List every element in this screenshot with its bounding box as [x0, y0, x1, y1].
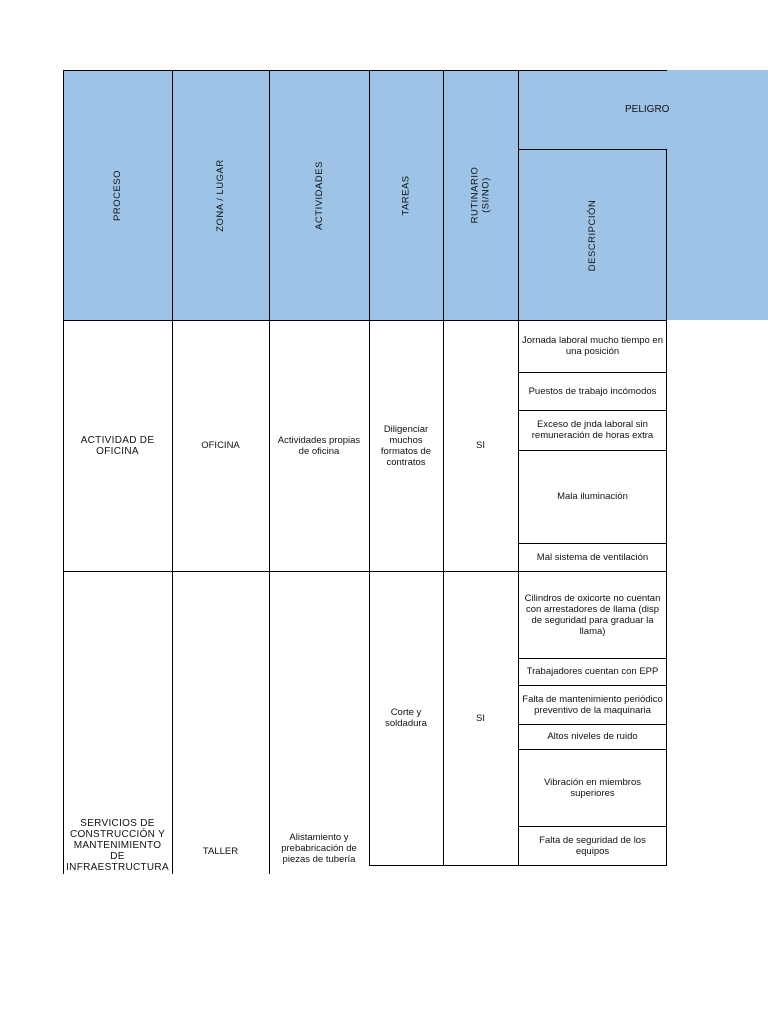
row1-tareas: Diligenciar muchos formatos de contratos: [380, 423, 432, 468]
grid-line: [518, 685, 667, 686]
header-proceso: PROCESO: [111, 169, 123, 221]
grid-line: [443, 70, 444, 865]
grid-line: [518, 70, 519, 865]
header-peligro: PELIGRO: [625, 104, 670, 115]
row1-rutinario: SI: [476, 440, 485, 451]
grid-line: [269, 70, 270, 874]
grid-line: [518, 749, 667, 750]
grid-line: [518, 826, 667, 827]
grid-line: [63, 70, 64, 874]
grid-line: [369, 865, 667, 866]
row1-descripcion-3: Exceso de jnda laboral sin remuneración de horas extra: [531, 419, 654, 441]
row2-descripcion-1: Cilindros de oxicorte no cuentan con arrestadores de llama (disp de seguridad para graduar la llama): [524, 592, 661, 637]
row1-descripcion-4: Mala iluminación: [557, 491, 628, 502]
grid-line: [63, 571, 667, 572]
grid-line: [518, 543, 667, 544]
grid-line: [369, 70, 370, 865]
row2-descripcion-3: Falta de mantenimiento periódico preventivo de la maquinaria: [522, 693, 663, 716]
row2-descripcion-5: Vibración en miembros superiores: [544, 776, 641, 799]
row1-descripcion-5: Mal sistema de ventilación: [536, 551, 649, 563]
grid-line: [63, 320, 667, 321]
row1-actividades: Actividades propias de oficina: [277, 434, 361, 457]
row2-descripcion-4: Altos niveles de ruido: [547, 731, 638, 742]
row1-proceso: ACTIVIDAD DE OFICINA: [80, 434, 155, 457]
grid-line: [518, 410, 667, 411]
row2-rutinario: SI: [476, 712, 485, 724]
row1-descripcion-1: Jornada laboral mucho tiempo en una posición: [522, 335, 664, 357]
row1-zona: OFICINA: [201, 440, 240, 451]
row2-tareas: Corte y soldadura: [385, 707, 427, 729]
row2-zona: TALLER: [202, 845, 239, 857]
header-rutinario: RUTINARIO (SI/NO): [469, 166, 492, 224]
grid-line: [63, 70, 667, 71]
header-actividades: ACTIVIDADES: [313, 160, 325, 230]
grid-line: [518, 724, 667, 725]
row2-actividades: Alistamiento y prebabricación de piezas de tubería: [281, 832, 357, 865]
row2-descripcion-2: Trabajadores cuentan con EPP: [526, 666, 659, 677]
grid-line: [666, 150, 667, 865]
row1-descripcion-2: Puestos de trabajo incómodos: [528, 385, 657, 397]
header-descripcion: DESCRIPCIÓN: [586, 199, 598, 271]
header-zona: ZONA / LUGAR: [214, 158, 226, 232]
grid-line: [518, 450, 667, 451]
grid-line: [518, 658, 667, 659]
grid-line: [518, 372, 667, 373]
row2-descripcion-6: Falta de seguridad de los equipos: [539, 834, 646, 857]
header-tareas: TAREAS: [400, 174, 412, 216]
row2-proceso: SERVICIOS DE CONSTRUCCIÓN Y MANTENIMIENTO DE INFRAESTRUCTURA: [66, 818, 169, 873]
grid-line: [172, 70, 173, 874]
grid-line: [518, 149, 667, 150]
